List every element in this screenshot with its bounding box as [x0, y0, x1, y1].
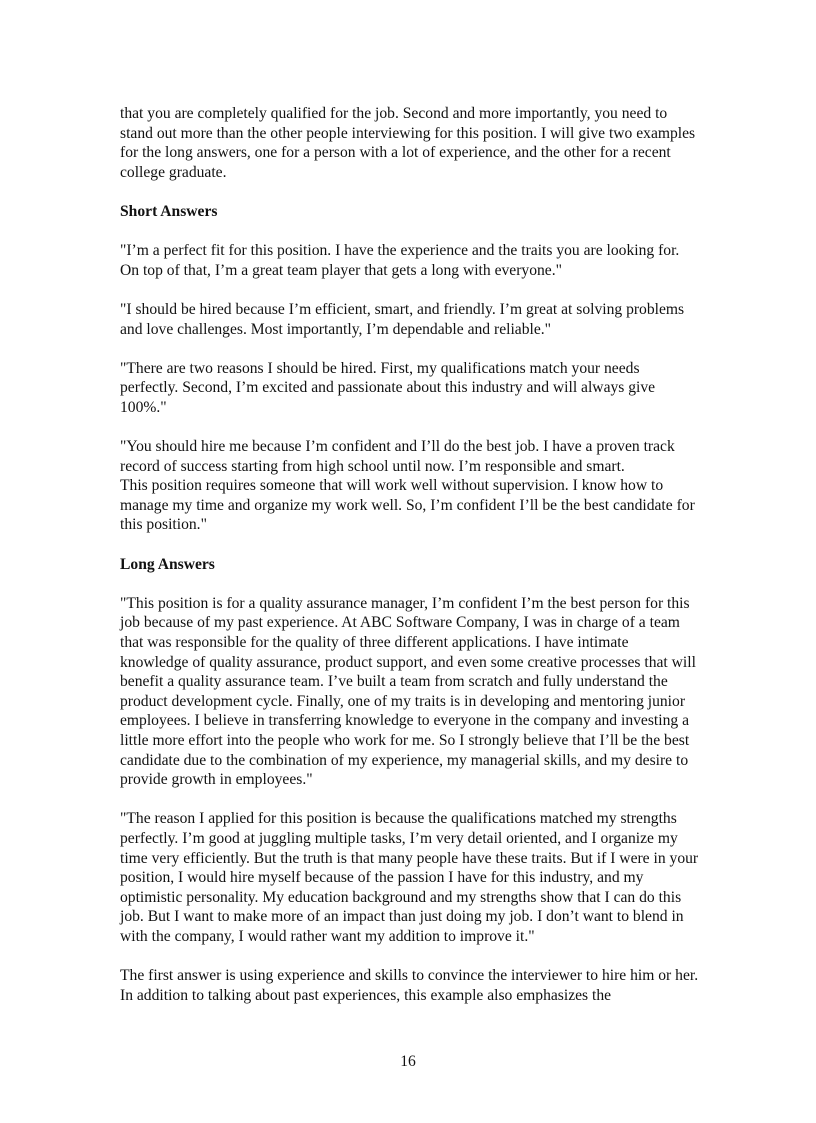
long-answer-1: "This position is for a quality assurance manager, I’m confident I’m the best person for this job because of my past experience. At ABC Software Company, I was in charge of a team that was responsible for the quality of three different applications. I have intimate knowledge of quality assurance, product support, and even some creative processes that will benefit a quality assurance team. I’ve built a team from scratch and fully understand the product development cycle. Finally, one of my traits is in developing and mentoring junior employees. I believe in transferring knowledge to everyone in the company and investing a little more effort into the people who work for me. So I strongly believe that I’ll be the best candidate due to the combination of my experience, my managerial skills, and my desire to provide growth in employees." [120, 594, 696, 789]
short-answer-1: "I’m a perfect fit for this position. I have the experience and the traits you are looking for. On top of that, I’m a great team player that gets a long with everyone." [120, 242, 680, 279]
short-answer-4: "You should hire me because I’m confident and I’ll do the best job. I have a proven track record of success starting from high school until now. I’m responsible and smart. This position requires someone that will work well without supervision. I know how to manage my time and organize my work well. So, I’m confident I’ll be the best candidate for this position." [120, 438, 695, 534]
page-number: 16 [400, 1053, 416, 1070]
long-answers-heading: Long Answers [120, 555, 215, 573]
short-answer-3: "There are two reasons I should be hired. First, my qualifications match your needs perfectly. Second, I’m excited and passionate about this industry and will always give 100%." [120, 359, 656, 416]
short-answer-2: "I should be hired because I’m efficient, smart, and friendly. I’m great at solving problems and love challenges. Most importantly, I’m dependable and reliable." [120, 300, 685, 338]
page-content [120, 104, 700, 1025]
intro-paragraph: that you are completely qualified for the job. Second and more importantly, you need to stand out more than the other people interviewing for this position. I will give two examples for the long answers, one for a person with a lot of experience, and the other for a recent college graduate. [120, 105, 696, 181]
long-answer-2: "The reason I applied for this position is because the qualifications matched my strengths perfectly. I’m good at juggling multiple tasks, I’m very detail oriented, and I organize my time very efficiently. But the truth is that many people have these traits. But if I were in your position, I would hire myself because of the passion I have for this industry, and my optimistic personality. My education background and my strengths show that I can do this job. But I want to make more of an impact than just doing my job. I don’t want to blend in with the company, I would rather want my addition to improve it." [120, 810, 699, 945]
closing-paragraph: The first answer is using experience and skills to convince the interviewer to hire him or her. In addition to talking about past experiences, this example also emphasizes the [120, 967, 699, 1004]
short-answers-heading: Short Answers [120, 202, 218, 220]
